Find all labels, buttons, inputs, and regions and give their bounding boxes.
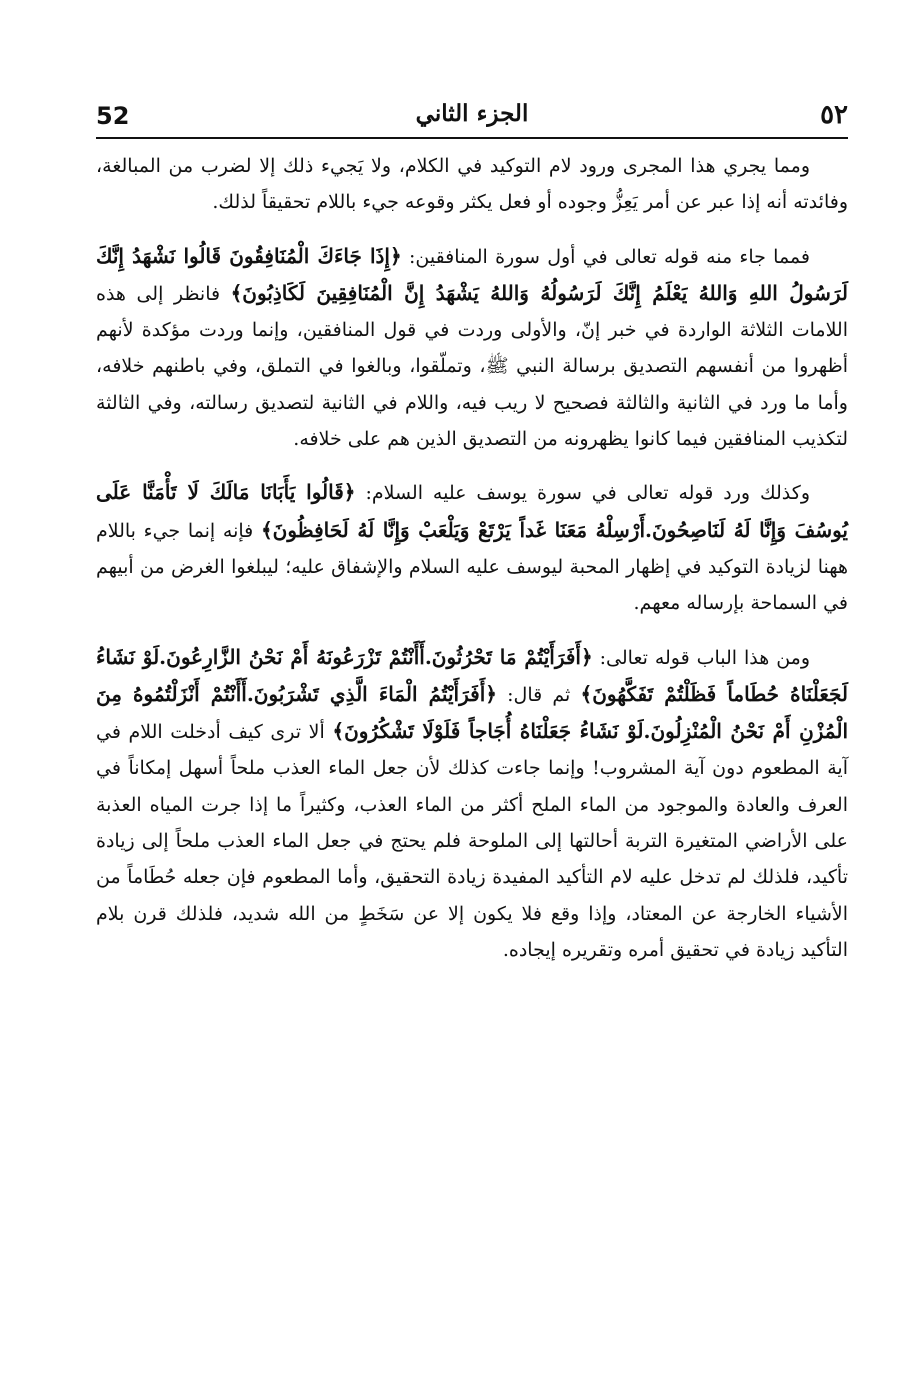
quran-verse: ﴿أَفَرَأَيْتُمُ الْمَاءَ الَّذِي تَشْرَبُونَ.أَأَنْتُمْ أَنْزَلْتُمُوهُ مِنَ الْمُزْنِ أَمْ نَحْنُ الْمُنْزِلُونَ.لَوْ نَشَاءُ جَعَلْنَاهُ أُجَاجاً فَلَوْلَا تَشْكُرُونَ﴾ [96,681,848,744]
quran-verse: ﴿قَالُوا يَأَبَانَا مَالَكَ لَا تَأْمَنَّا عَلَى يُوسُفَ وَإِنَّا لَهُ لَنَاصِحُونَ.أَرْسِلْهُ مَعَنَا غَداً يَرْتَعْ وَيَلْعَبْ وَإِنَّا لَهُ لَحَافِظُونَ﴾ [96,480,848,542]
paragraph-4 [96,639,848,969]
paragraph-text: فمما جاء منه قوله تعالى في أول سورة المنافقين: [401,245,810,268]
quran-verse: ﴿إِذَا جَاءَكَ الْمُنَافِقُونَ قَالُوا نَشْهَدُ إِنَّكَ لَرَسُولُ اللهِ وَاللهُ يَعْلَمُ إِنَّكَ لَرَسُولُهُ وَاللهُ يَشْهَدُ إِنَّ الْمُنَافِقِينَ لَكَاذِبُونَ﴾ [96,243,848,305]
paragraph-1 [96,148,848,221]
paragraph-text: فانظر إلى هذه اللامات الثلاثة الواردة في خبر إنّ، والأولى وردت في قول المنافقين، وإنما وردت مؤكدة لأنهم أظهروا من أنفسهم التصديق برسالة النبي ﷺ، وتملّقوا، وبالغوا في التملق، وفي باطنهم خلافه، وأما ما ورد في الثانية والثالثة فصحيح لا ريب فيه، واللام في الثانية لتصديق رسالته، وفي الثالثة لتكذيب المنافقين فيما كانوا يظهرونه من التصديق الذين هم على خلافه. [96,282,848,451]
paragraph-text: وكذلك ورد قوله تعالى في سورة يوسف عليه السلام: [355,482,810,505]
page-title: الجزء الثاني [415,100,529,127]
page-number-arabic: ٥٢ [820,100,848,130]
paragraph-3 [96,474,848,621]
page-header [96,96,848,136]
body-text [96,148,848,968]
page-number-latin: 52 [96,102,130,130]
paragraph-text: ثم قال: [496,683,581,706]
quran-verse: ﴿أَفَرَأَيْتُمْ مَا تَحْرُثُونَ.أَأَنْتُمْ تَزْرَعُونَهُ أَمْ نَحْنُ الزَّارِعُونَ.لَوْ نَشَاءُ لَجَعَلْنَاهُ حُطَاماً فَظَلْتُمْ تَفَكَّهُونَ﴾ [96,644,848,706]
paragraph-text: ومما يجري هذا المجرى ورود لام التوكيد في الكلام، ولا يَجيء ذلك إلا لضرب من المبالغة، وفائدته أنه إذا عبر عن أمر يَعِزُّ وجوده أو فعل يكثر وقوعه جيء باللام تحقيقاً لذلك. [96,155,848,214]
paragraph-2 [96,238,848,458]
paragraph-text: ومن هذا الباب قوله تعالى: [592,646,811,669]
header-divider [96,137,848,139]
paragraph-text: ألا ترى كيف أدخلت اللام في آية المطعوم دون آية المشروب! وإنما جاءت كذلك لأن جعل الماء العذب ملحاً أسهل إمكاناً في العرف والعادة والموجود من الماء الملح أكثر من الماء العذب، وكثيراً ما إذا جرت المياه العذبة على الأراضي المتغيرة التربة أحالتها إلى الملوحة فلم يحتج في جعل الماء العذب ملحاً إلى زيادة تأكيد، فلذلك لم تدخل عليه لام التأكيد المفيدة زيادة التحقيق، وأما المطعوم فإن جعله حُطَاماً من الأشياء الخارجة عن المعتاد، وإذا وقع فلا يكون إلا عن سَخَطٍ من الله شديد، فلذلك قرن بلام التأكيد زيادة في تحقيق أمره وتقريره إيجاده. [96,721,848,961]
paragraph-text: فإنه إنما جيء باللام ههنا لزيادة التوكيد في إظهار المحبة ليوسف عليه السلام والإشفاق عليه؛ ليبلغوا الغرض من أبيهم في السماحة بإرساله معهم. [96,519,848,615]
